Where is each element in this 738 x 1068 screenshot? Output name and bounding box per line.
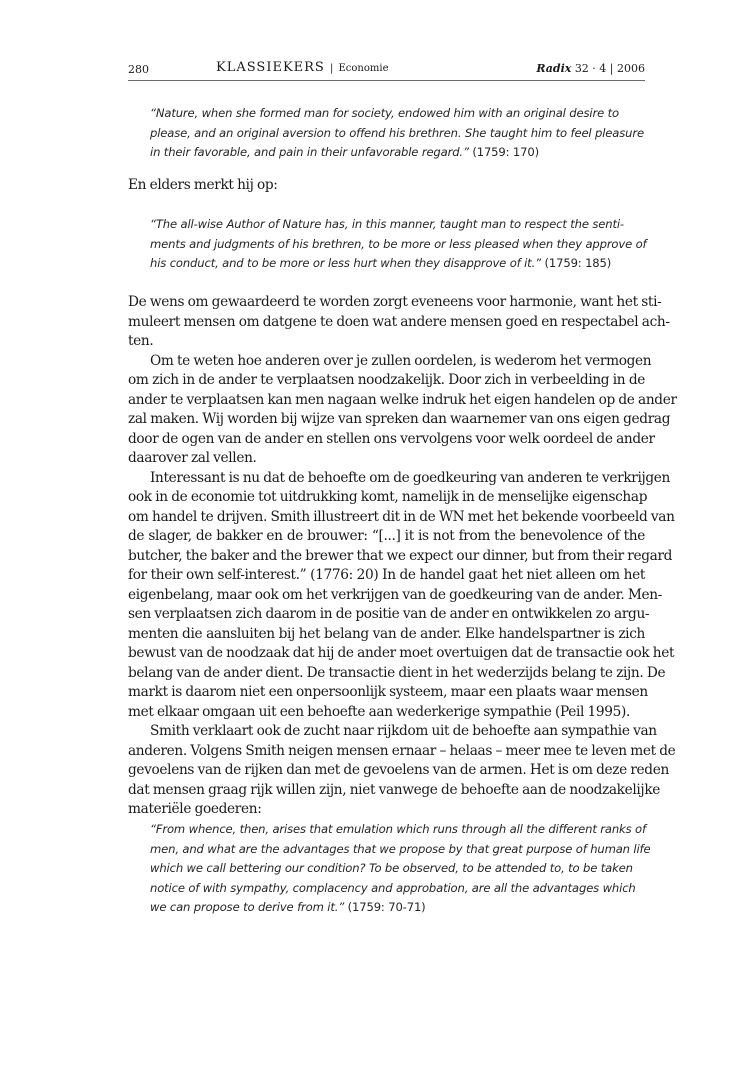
quote-line: please, and an original aversion to offend his brethren. She taught him to feel pleasure bbox=[150, 125, 644, 140]
body-text bbox=[128, 293, 677, 820]
quote-line: men, and what are the advantages that we propose by that great purpose of human life bbox=[150, 841, 651, 856]
paragraph-line: for their own self-interest.” (1776: 20) In de handel gaat het niet alleen om het bbox=[128, 567, 645, 583]
quote-line bbox=[150, 143, 632, 163]
paragraph-line: om handel te drijven. Smith illustreert dit in de WN met het bekende voorbeeld van bbox=[128, 508, 675, 525]
paragraph-line: materiële goederen: bbox=[128, 801, 262, 817]
section-name: KLASSIEKERS bbox=[216, 60, 325, 75]
header-separator: | bbox=[329, 63, 334, 74]
paragraph-line: om zich in de ander te verplaatsen noodzakelijk. Door zich in verbeelding in de bbox=[128, 372, 645, 388]
block-quote-3 bbox=[150, 820, 651, 918]
quote-line: notice of with sympathy, complacency and approbation, are all the advantages which bbox=[150, 880, 636, 895]
paragraph-line: bewust van de noodzaak dat hij de ander moet overtuigen dat de transactie ook het bbox=[128, 645, 675, 661]
block-quote-1 bbox=[150, 104, 644, 163]
paragraph-line: belang van de ander dient. De transactie dient in het wederzijds belang te zijn. De bbox=[128, 664, 666, 681]
running-header bbox=[128, 60, 645, 80]
paragraph-line: muleert mensen om datgene te doen wat andere mensen goed en respectabel ach- bbox=[128, 313, 670, 330]
paragraph-line: ook in de economie tot uitdrukking komt, namelijk in de menselijke eigenschap bbox=[128, 489, 648, 505]
journal-info bbox=[536, 62, 645, 75]
quote-line bbox=[150, 898, 632, 918]
quote-line: “From whence, then, arises that emulation which runs through all the different ranks of bbox=[150, 822, 646, 836]
paragraph-line: ten. bbox=[128, 333, 154, 349]
paragraph-line: de slager, de bakker en de brouwer: “[...] it is not from the benevolence of the bbox=[128, 528, 645, 544]
paragraph-line: ander te verplaatsen kan men nagaan welke indruk het eigen handelen op de ander bbox=[128, 391, 677, 408]
paragraph-line: butcher, the baker and the brewer that we expect our dinner, but from their regard bbox=[128, 547, 673, 564]
intro-line bbox=[128, 176, 645, 196]
quote-text: we can propose to derive from it.” bbox=[150, 900, 345, 914]
header-rule bbox=[128, 80, 645, 81]
paragraph-line: En elders merkt hij op: bbox=[128, 177, 278, 193]
paragraph-line: door de ogen van de ander en stellen ons vervolgens voor welk oordeel de ander bbox=[128, 430, 655, 447]
paragraph-line: sen verplaatsen zich daarom in de positie van de ander en ontwikkelen zo argu- bbox=[128, 606, 650, 622]
quote-text: in their favorable, and pain in their unfavorable regard.” bbox=[150, 145, 469, 159]
quote-citation: (1759: 170) bbox=[472, 145, 539, 159]
paragraph-line: De wens om gewaardeerd te worden zorgt eveneens voor harmonie, want het sti- bbox=[128, 294, 662, 310]
quote-citation: (1759: 70-71) bbox=[347, 900, 426, 914]
journal-issue: 32 · 4 | 2006 bbox=[574, 62, 645, 75]
journal-name: Radix bbox=[536, 62, 572, 75]
paragraph-line: daarover zal vellen. bbox=[128, 450, 257, 466]
paragraph-line: menten die aansluiten bij het belang van de ander. Elke handelspartner is zich bbox=[128, 625, 645, 642]
paragraph-line: dat mensen graag rijk willen zijn, niet vanwege de behoefte aan de noodzakelijke bbox=[128, 781, 661, 798]
paragraph-line: Smith verklaart ook de zucht naar rijkdom uit de behoefte aan sympathie van bbox=[150, 723, 657, 739]
paragraph-line: gevoelens van de rijken dan met de gevoelens van de armen. Het is om deze reden bbox=[128, 762, 669, 778]
paragraph-line: eigenbelang, maar ook om het verkrijgen van de goedkeuring van de ander. Men- bbox=[128, 586, 663, 603]
paragraph-line: met elkaar omgaan uit een behoefte aan wederkerige sympathie (Peil 1995). bbox=[128, 703, 630, 720]
block-quote-2 bbox=[150, 215, 647, 274]
quote-line: ments and judgments of his brethren, to be more or less pleased when they approve of bbox=[150, 236, 647, 251]
quote-line bbox=[150, 254, 632, 274]
quote-line: which we call bettering our condition? To be observed, to be attended to, to be taken bbox=[150, 861, 633, 875]
paragraph-line: markt is daarom niet een onpersoonlijk systeem, maar een plaats waar mensen bbox=[128, 684, 648, 700]
paragraph-line: zal maken. Wij worden bij wijze van spreken dan waarnemer van ons eigen gedrag bbox=[128, 411, 671, 427]
paragraph-line: Om te weten hoe anderen over je zullen oordelen, is wederom het vermogen bbox=[150, 352, 652, 369]
quote-text: his conduct, and to be more or less hurt when they disapprove of it.” bbox=[150, 256, 541, 270]
subsection-name: Economie bbox=[338, 63, 389, 74]
paragraph-line: anderen. Volgens Smith neigen mensen ernaar – helaas – meer mee te leven met de bbox=[128, 742, 676, 759]
page-number: 280 bbox=[128, 63, 149, 76]
quote-line: “The all-wise Author of Nature has, in this manner, taught man to respect the senti- bbox=[150, 217, 624, 231]
paragraph-line: Interessant is nu dat de behoefte om de goedkeuring van anderen te verkrijgen bbox=[150, 469, 671, 486]
quote-line: “Nature, when she formed man for society, endowed him with an original desire to bbox=[150, 106, 619, 120]
section-title bbox=[216, 60, 388, 75]
quote-citation: (1759: 185) bbox=[544, 256, 612, 270]
